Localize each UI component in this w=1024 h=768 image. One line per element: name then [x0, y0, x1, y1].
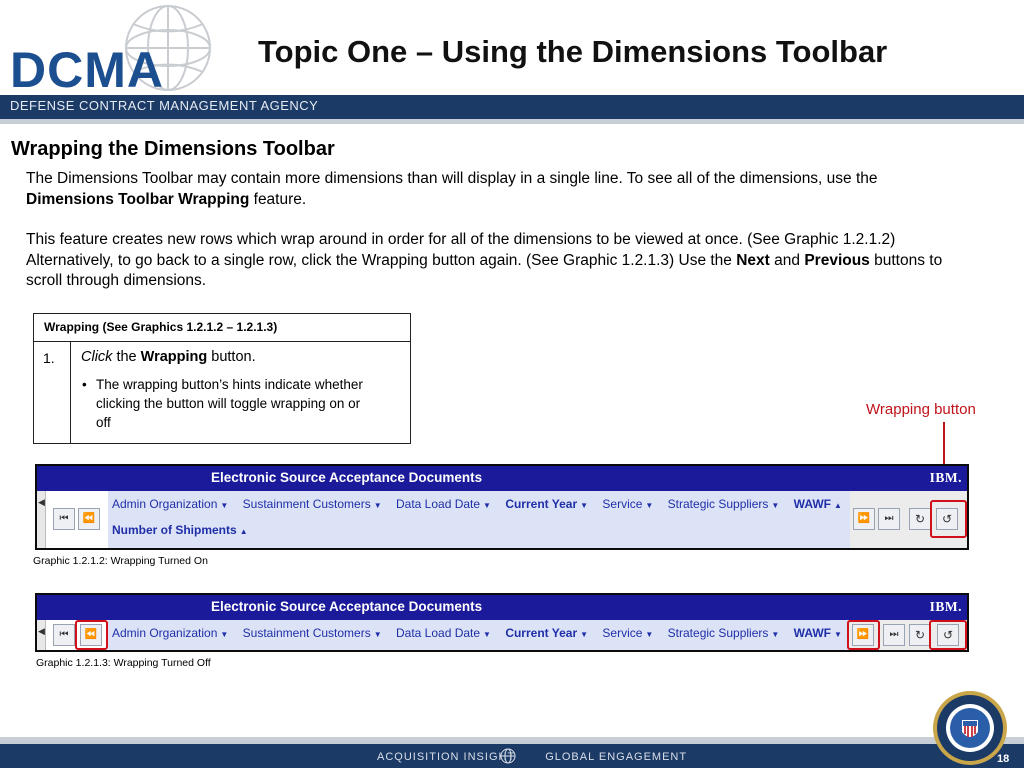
collapse-icon: ◀	[38, 497, 45, 507]
agency-name: DEFENSE CONTRACT MANAGEMENT AGENCY	[10, 98, 319, 113]
report-title-bar	[37, 466, 967, 491]
dimension-sustainment-customers[interactable]: Sustainment Customers ▼	[242, 626, 382, 640]
intro-paragraph: The Dimensions Toolbar may contain more dimensions than will display in a single line. To see all of the dimensions, use the Dimensions Toolbar Wrapping feature.	[26, 170, 878, 208]
first-button[interactable]: ⏮	[53, 508, 75, 530]
dimension-strategic-suppliers[interactable]: Strategic Suppliers ▼	[667, 497, 780, 511]
report-title: Electronic Source Acceptance Documents	[211, 470, 483, 485]
next-button[interactable]: ⏩	[853, 508, 875, 530]
caret-down-icon: ▼	[771, 501, 780, 510]
agency-band-strip	[0, 119, 1024, 124]
caret-down-icon: ▼	[373, 501, 382, 510]
previous-button[interactable]: ⏪	[80, 624, 102, 646]
dimensions-toolbar-unwrapped	[35, 593, 969, 652]
instruction-step	[34, 342, 410, 443]
feature-paragraph: This feature creates new rows which wrap around in order for all of the dimensions to be viewed at once. (See Graphic 1.2.1.2) Alternatively, to go back to a single row, click the Wrapping button again. (See Graphic 1.2.1.3) Use the Next and Previous buttons to scroll through dimensions.	[26, 231, 943, 289]
refresh-icon[interactable]: ↻	[909, 508, 931, 530]
toolbar-edge[interactable]	[37, 491, 46, 548]
ibm-logo: IBM.	[929, 599, 962, 614]
dimensions-toolbar-wrapped	[35, 464, 969, 550]
report-title-bar	[37, 595, 967, 620]
dimension-data-load-date[interactable]: Data Load Date ▼	[395, 626, 491, 640]
step-content	[71, 342, 410, 443]
step-note-text: The wrapping button’s hints indicate whether clicking the button will toggle wrapping on or off	[96, 377, 363, 430]
step-note	[81, 375, 410, 432]
footer-strip	[0, 737, 1024, 744]
bullet-icon: •	[82, 377, 87, 392]
caret-down-icon: ▼	[483, 630, 491, 639]
dimension-wawf[interactable]: WAWF ▲	[793, 497, 842, 511]
previous-button-highlight	[75, 620, 108, 650]
report-title: Electronic Source Acceptance Documents	[211, 599, 483, 614]
svg-text:DCMA: DCMA	[10, 42, 164, 92]
wrapping-button-highlight	[930, 500, 967, 538]
wrapping-button[interactable]: ↺	[937, 624, 959, 646]
caret-down-icon: ▼	[580, 630, 589, 639]
caret-up-icon: ▲	[239, 527, 248, 536]
graphic-caption-unwrapped: Graphic 1.2.1.3: Wrapping Turned Off	[36, 657, 211, 669]
last-button[interactable]: ⏭	[878, 508, 900, 530]
instruction-table-header: Wrapping (See Graphics 1.2.1.2 – 1.2.1.3)	[34, 314, 410, 342]
collapse-icon: ◀	[38, 626, 45, 636]
dimensions-toolbar	[37, 491, 967, 548]
next-button-highlight	[847, 620, 880, 650]
dimension-admin-organization[interactable]: Admin Organization ▼	[112, 497, 229, 511]
next-button[interactable]: ⏩	[852, 624, 874, 646]
dimension-row-1	[112, 626, 853, 640]
step-number: 1.	[34, 342, 71, 443]
dimension-service[interactable]: Service ▼	[602, 497, 654, 511]
dimension-current-year[interactable]: Current Year ▼	[505, 497, 589, 511]
refresh-icon[interactable]: ↻	[909, 624, 931, 646]
dimensions-toolbar	[37, 620, 967, 650]
caret-down-icon: ▼	[483, 501, 491, 510]
dimension-list	[108, 491, 850, 548]
caret-down-icon: ▼	[833, 630, 842, 639]
dimension-current-year[interactable]: Current Year ▼	[505, 626, 589, 640]
dimension-number-of-shipments[interactable]: Number of Shipments ▲	[112, 523, 248, 537]
wrapping-button-callout: Wrapping button	[866, 401, 976, 418]
caret-up-icon: ▲	[833, 501, 842, 510]
slide-title: Topic One – Using the Dimensions Toolbar	[258, 34, 888, 69]
dimension-row-2	[112, 523, 259, 537]
dimension-strategic-suppliers[interactable]: Strategic Suppliers ▼	[667, 626, 780, 640]
dimension-data-load-date[interactable]: Data Load Date ▼	[395, 497, 491, 511]
dimension-wawf[interactable]: WAWF ▼	[793, 626, 842, 640]
caret-down-icon: ▼	[220, 501, 229, 510]
graphic-caption-wrapped: Graphic 1.2.1.2: Wrapping Turned On	[33, 555, 208, 567]
globe-icon	[500, 748, 516, 764]
caret-down-icon: ▼	[580, 501, 589, 510]
instruction-table	[33, 313, 411, 444]
wrapping-button-highlight	[929, 620, 967, 650]
dcma-logo	[8, 4, 230, 92]
step-instruction: Click the Wrapping button.	[81, 349, 256, 365]
ibm-logo: IBM.	[929, 470, 962, 485]
dimension-service[interactable]: Service ▼	[602, 626, 654, 640]
caret-down-icon: ▼	[645, 501, 654, 510]
dimension-admin-organization[interactable]: Admin Organization ▼	[112, 626, 229, 640]
dimension-list	[108, 620, 848, 650]
first-button[interactable]: ⏮	[53, 624, 75, 646]
dimension-row-1	[112, 497, 853, 511]
previous-button[interactable]: ⏪	[78, 508, 100, 530]
section-heading: Wrapping the Dimensions Toolbar	[11, 138, 335, 160]
toolbar-edge[interactable]	[37, 620, 46, 650]
caret-down-icon: ▼	[220, 630, 229, 639]
caret-down-icon: ▼	[645, 630, 654, 639]
page-number: 18	[997, 753, 1010, 765]
caret-down-icon: ▼	[771, 630, 780, 639]
caret-down-icon: ▼	[373, 630, 382, 639]
wrapping-button[interactable]: ↺	[936, 508, 958, 530]
last-button[interactable]: ⏭	[883, 624, 905, 646]
dimension-sustainment-customers[interactable]: Sustainment Customers ▼	[242, 497, 382, 511]
footer-tagline: ACQUISITION INSIGHT GLOBAL ENGAGEMENT	[377, 751, 688, 763]
